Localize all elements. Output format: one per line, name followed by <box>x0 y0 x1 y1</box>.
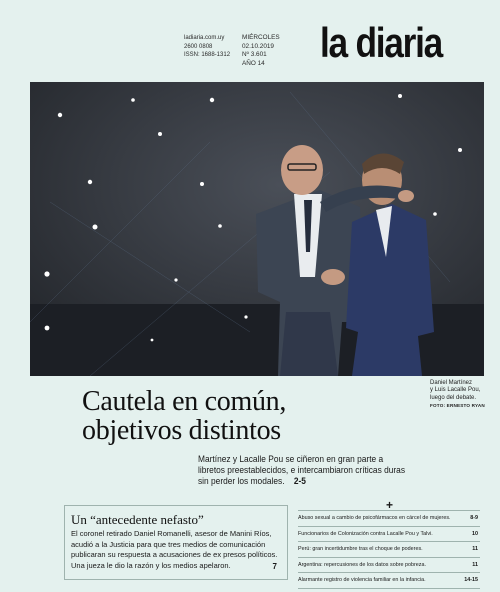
photo-caption <box>430 380 485 410</box>
index-item-text: Abuso sexual a cambio de psicofármacos en cárcel de mujeres. <box>298 515 451 521</box>
index-item-page: 14-15 <box>464 577 478 584</box>
index-item-page: 10 <box>472 530 478 537</box>
issue-number: Nº 3.601 <box>242 51 267 59</box>
weekday: MIÉRCOLES <box>242 34 280 41</box>
index-item-page: 11 <box>472 546 478 553</box>
index-item-text: Perú: gran incertidumbre tras el choque de poderes. <box>298 546 423 553</box>
headline-line: Cautela en común, <box>82 386 287 417</box>
lead-deck <box>198 454 412 488</box>
index-list <box>298 510 480 589</box>
index-item-page: 8-9 <box>470 515 478 521</box>
index-item[interactable] <box>298 558 480 574</box>
index-item-text: Alarmante registro de violencia familiar en la infancia. <box>298 577 426 584</box>
index-item[interactable] <box>298 510 480 527</box>
photo-credit: FOTO: ERNESTO RYAN <box>430 403 485 409</box>
index-item-page: 11 <box>472 561 478 568</box>
phone: 2600 0808 <box>184 43 213 50</box>
lead-headline[interactable] <box>82 387 286 445</box>
website: ladiaria.com.uy <box>184 35 225 41</box>
headline-line: objetivos distintos <box>82 415 281 446</box>
date: 02.10.2019 <box>242 42 274 50</box>
year: AÑO 14 <box>242 59 265 67</box>
deck-text: Martínez y Lacalle Pou se ciñeron en gran parte a libretos preestablecidos, e intercambiaron críticas duras sin perder los modales. <box>198 454 406 487</box>
caption-line: Daniel Martínez <box>430 380 473 386</box>
index-item[interactable] <box>298 527 480 543</box>
deck-page-ref: 2-5 <box>293 476 306 487</box>
side-story-body: El coronel retirado Daniel Romanelli, asesor de Manini Ríos, acudió a la Justicia para que tres medios de comunicación publicaran su respuesta a acusaciones de ex presos políticos. Una jueza le dio la razón y los medios apelaron. <box>71 529 278 570</box>
masthead-date-block <box>242 34 280 68</box>
side-story-page: 7 <box>272 562 277 571</box>
index-item[interactable] <box>298 573 480 589</box>
masthead-contact <box>184 34 230 60</box>
index-item-text: Funcionarios de Colonización contra Lacalle Pou y Talvi. <box>298 530 433 537</box>
caption-line: luego del debate. <box>430 394 477 401</box>
newspaper-logo: la diaria <box>320 19 443 66</box>
side-story-title: Un “antecedente nefasto” <box>71 512 204 527</box>
lead-photo <box>30 82 484 376</box>
plus-icon: + <box>386 498 394 512</box>
side-story-box[interactable] <box>64 505 288 580</box>
caption-line: y Luis Lacalle Pou, <box>430 387 481 394</box>
index-item[interactable] <box>298 542 480 558</box>
index-item-text: Argentina: repercusiones de los datos sobre pobreza. <box>298 561 426 568</box>
issn: ISSN: 1688-1312 <box>184 52 231 59</box>
